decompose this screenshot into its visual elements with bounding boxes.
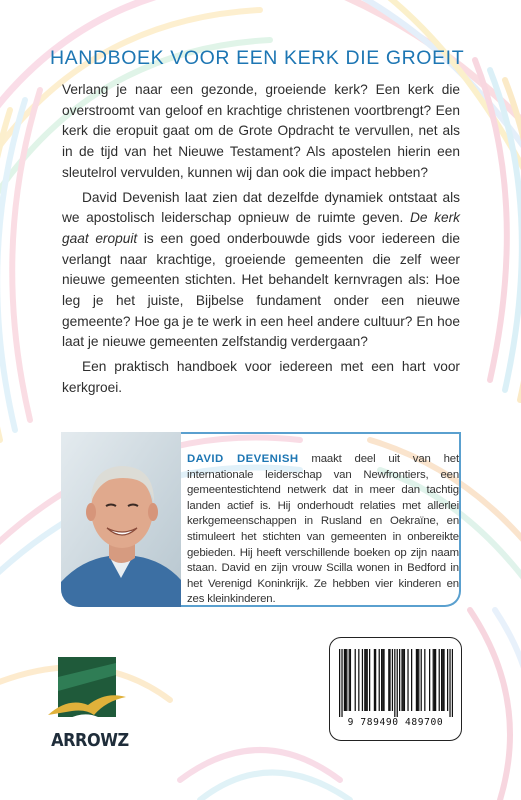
barcode-bar	[449, 649, 450, 717]
arrowz-bird-icon	[48, 657, 126, 731]
barcode-bars	[339, 649, 453, 717]
barcode-bar	[365, 649, 366, 711]
barcode-bar	[346, 649, 347, 711]
barcode-bar	[392, 649, 393, 711]
barcode-bar	[339, 649, 340, 717]
barcode-bar	[355, 649, 356, 711]
author-bio	[187, 452, 459, 608]
author-bio-text: maakt deel uit van het internationale leiderschap van Newfrontiers, een gemeentestichtend netwerk dat in meer dan tachtig landen actief is. Hij onderhoudt relaties met allerlei kerkgemeenschappen in Rusland en Oekraïne, en stimuleert het stichten van gemeenten in onbereikte gebieden. Hij heeft verschillende boeken op zijn naam staan. David en zijn vrouw Scilla wonen in Bedford in het Verenigd Koninkrijk. Ze hebben vier kinderen en zes kleinkinderen.	[187, 453, 459, 606]
barcode-bar	[383, 649, 384, 711]
barcode-bar	[374, 649, 375, 711]
barcode-bar	[447, 649, 448, 711]
barcode-bar	[443, 649, 444, 711]
isbn-barcode	[329, 637, 462, 741]
blurb-paragraph-3: Een praktisch handboek voor iedereen met een hart voor kerkgroei.	[62, 359, 460, 395]
barcode-bar	[364, 649, 365, 711]
barcode-bar	[367, 649, 368, 711]
barcode-bar	[429, 649, 430, 711]
barcode-bar	[381, 649, 382, 711]
barcode-bar	[379, 649, 380, 711]
barcode-bar	[434, 649, 435, 711]
barcode-bar	[407, 649, 408, 711]
barcode-bar	[397, 649, 398, 717]
blurb-paragraph-1: Verlang je naar een gezonde, groeiende kerk? Een kerk die overstroomt van geloof en krachtige christenen voortbrengt? Een kerk die eropuit gaat om de Grote Opdracht te vervullen, net als in de tijd van het Nieuwe Testament? Als apostelen hierin een sleutelrol vervulden, kunnen wij dan ook die impact hebben?	[62, 82, 460, 180]
barcode-bar	[403, 649, 404, 711]
barcode-bar	[439, 649, 440, 711]
barcode-bar	[389, 649, 390, 711]
barcode-bar	[375, 649, 376, 711]
isbn-digits: 9 789490 489700	[347, 717, 444, 728]
barcode-bar	[358, 649, 359, 711]
publisher-name: ARROWZ	[51, 731, 129, 751]
barcode-bar	[401, 649, 402, 711]
barcode-bar	[341, 649, 342, 717]
back-cover-blurb	[62, 80, 460, 403]
author-bio-box	[181, 432, 461, 607]
barcode-bar	[416, 649, 417, 711]
barcode-bar	[344, 649, 345, 711]
publisher-logo	[48, 657, 129, 755]
barcode-bar	[435, 649, 436, 711]
barcode-bar	[418, 649, 419, 711]
book-title-italic: De kerk gaat eropuit	[62, 210, 460, 246]
barcode-bar	[399, 649, 400, 711]
barcode-bar	[382, 649, 383, 711]
barcode-bar	[441, 649, 442, 711]
barcode-bar	[424, 649, 425, 711]
barcode-bar	[433, 649, 434, 711]
barcode-bar	[394, 649, 395, 717]
barcode-bar	[362, 649, 363, 711]
barcode-bar	[345, 649, 346, 711]
barcode-bar	[369, 649, 370, 711]
barcode-bar	[411, 649, 412, 711]
blurb-paragraph-2-body: is een goed onderbouwde gids voor iedereen die verlangt naar krachtige, groeiende gemeenten die zelf weer nieuwe gemeenten stichten. Het behandelt kernvragen als: Hoe leg je het juiste, Bijbelse fundament onder een nieuwe gemeente? Hoe ga je te werk in een heel andere cultuur? En hoe laat je nieuwe gemeenten zelfstandig verdergaan?	[62, 230, 460, 350]
barcode-bar	[388, 649, 389, 711]
barcode-bar	[404, 649, 405, 711]
book-back-title: HANDBOEK VOOR EEN KERK DIE GROEIT	[50, 47, 465, 69]
barcode-bar	[452, 649, 453, 717]
barcode-bar	[417, 649, 418, 711]
barcode-bar	[442, 649, 443, 711]
blurb-paragraph-2	[62, 188, 460, 354]
barcode-bar	[350, 649, 351, 711]
blurb-paragraph-2-intro: David Devenish laat zien dat dezelfde dynamiek ontstaat als we apostolisch leiderschap opnieuw de ruimte geven.	[62, 189, 460, 226]
author-name: DAVID DEVENISH	[187, 453, 299, 465]
barcode-bar	[349, 649, 350, 711]
author-photo	[61, 432, 181, 607]
barcode-bar	[421, 649, 422, 711]
